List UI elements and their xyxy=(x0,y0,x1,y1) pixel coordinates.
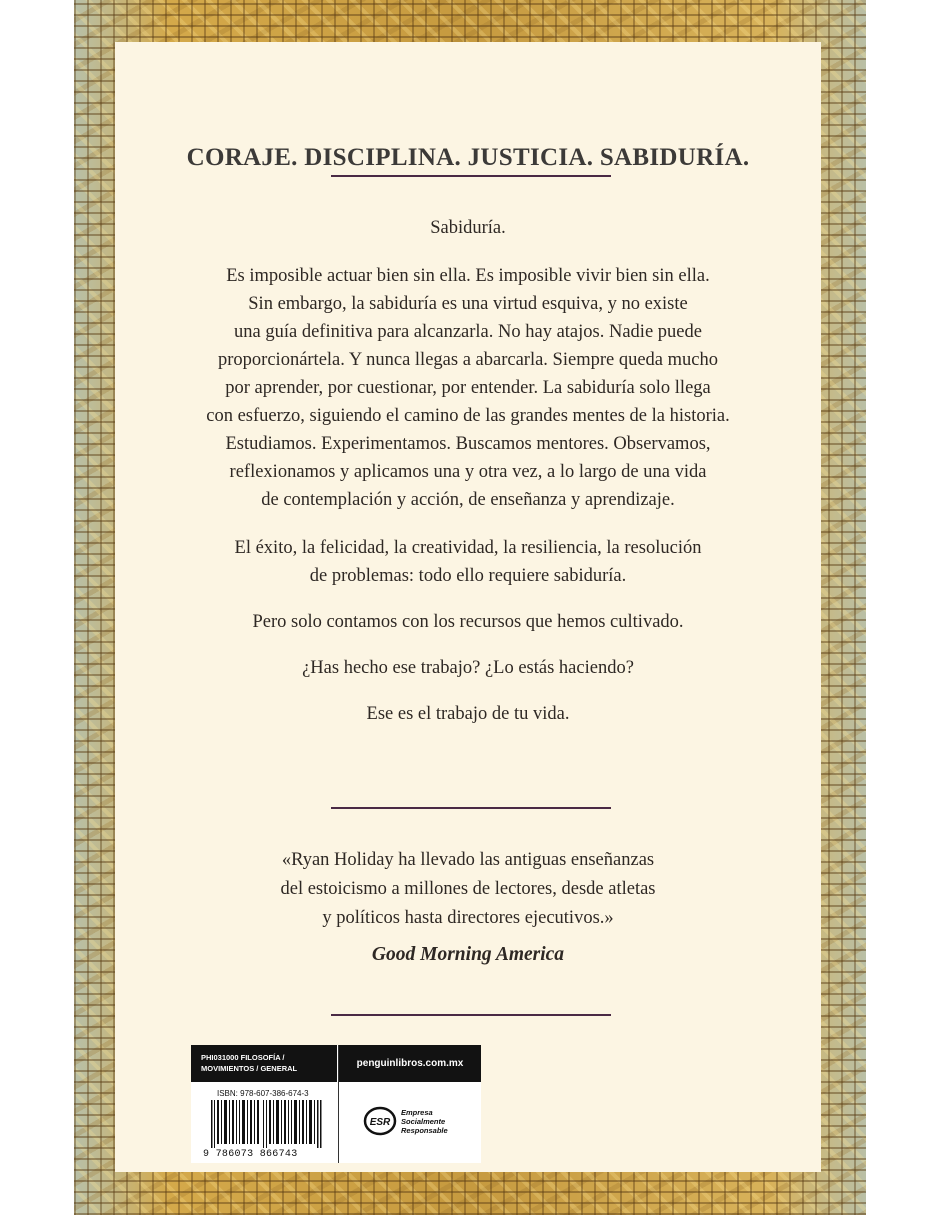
barcode-block xyxy=(191,1045,481,1163)
back-cover-panel xyxy=(115,42,821,1172)
text-line: de contemplación y acción, de enseñanza y aprendizaje. xyxy=(261,490,675,510)
category-label xyxy=(191,1045,337,1082)
cover-heading: CORAJE. DISCIPLINA. JUSTICIA. SABIDURÍA. xyxy=(186,144,750,171)
text-line: Sin embargo, la sabiduría es una virtud esquiva, y no existe xyxy=(248,294,688,314)
text-line: reflexionamos y aplicamos una y otra vez, a lo largo de una vida xyxy=(229,462,707,482)
paragraph-main xyxy=(145,262,791,514)
text-line: una guía definitiva para alcanzarla. No hay atajos. Nadie puede xyxy=(234,322,702,342)
quote-line: «Ryan Holiday ha llevado las antiguas enseñanzas xyxy=(281,850,655,870)
esr-line: Responsable xyxy=(401,1125,448,1135)
category-line: PHI031000 FILOSOFÍA / xyxy=(201,1053,285,1062)
body-text xyxy=(145,214,791,728)
block-divider xyxy=(338,1045,339,1163)
divider-rule-top xyxy=(331,175,611,177)
barcode-digits: 9 786073 866743 xyxy=(203,1149,298,1160)
text-line: Estudiamos. Experimentamos. Buscamos mentores. Observamos, xyxy=(225,434,711,454)
quote-source: Good Morning America xyxy=(371,944,565,965)
paragraph-closing: Ese es el trabajo de tu vida. xyxy=(366,704,570,724)
esr-line: Empresa xyxy=(401,1107,433,1117)
divider-rule-middle xyxy=(331,807,611,809)
text-line: El éxito, la felicidad, la creatividad, la resiliencia, la resolución xyxy=(234,538,702,558)
text-line: por aprender, por cuestionar, por entender. La sabiduría solo llega xyxy=(225,378,711,398)
quote-line: y políticos hasta directores ejecutivos.» xyxy=(322,908,614,928)
barcode-icon xyxy=(211,1100,323,1148)
text-line: proporcionártela. Y nunca llegas a abarcarla. Siempre queda mucho xyxy=(218,350,718,370)
esr-line: Socialmente xyxy=(401,1116,446,1126)
divider-rule-bottom xyxy=(331,1014,611,1016)
category-line: MOVIMIENTOS / GENERAL xyxy=(201,1064,298,1073)
text-line: Es imposible actuar bien sin ella. Es imposible vivir bien sin ella. xyxy=(226,266,710,286)
esr-logo-icon xyxy=(363,1104,397,1138)
paragraph-resources: Pero solo contamos con los recursos que hemos cultivado. xyxy=(252,612,684,632)
paragraph-question: ¿Has hecho ese trabajo? ¿Lo estás haciendo? xyxy=(302,658,634,678)
text-line: con esfuerzo, siguiendo el camino de las grandes mentes de la historia. xyxy=(206,406,730,426)
esr-badge xyxy=(363,1104,448,1138)
text-line: de problemas: todo ello requiere sabiduría. xyxy=(309,566,627,586)
esr-label xyxy=(401,1108,448,1135)
quote-line: del estoicismo a millones de lectores, desde atletas xyxy=(280,879,656,899)
paragraph-success xyxy=(145,534,791,590)
isbn-label: ISBN: 978-607-386-674-3 xyxy=(217,1089,309,1098)
publisher-website: penguinlibros.com.mx xyxy=(339,1045,481,1082)
esr-logo-text: ESR xyxy=(369,1117,391,1128)
body-title: Sabiduría. xyxy=(430,218,506,238)
review-quote xyxy=(145,846,791,933)
